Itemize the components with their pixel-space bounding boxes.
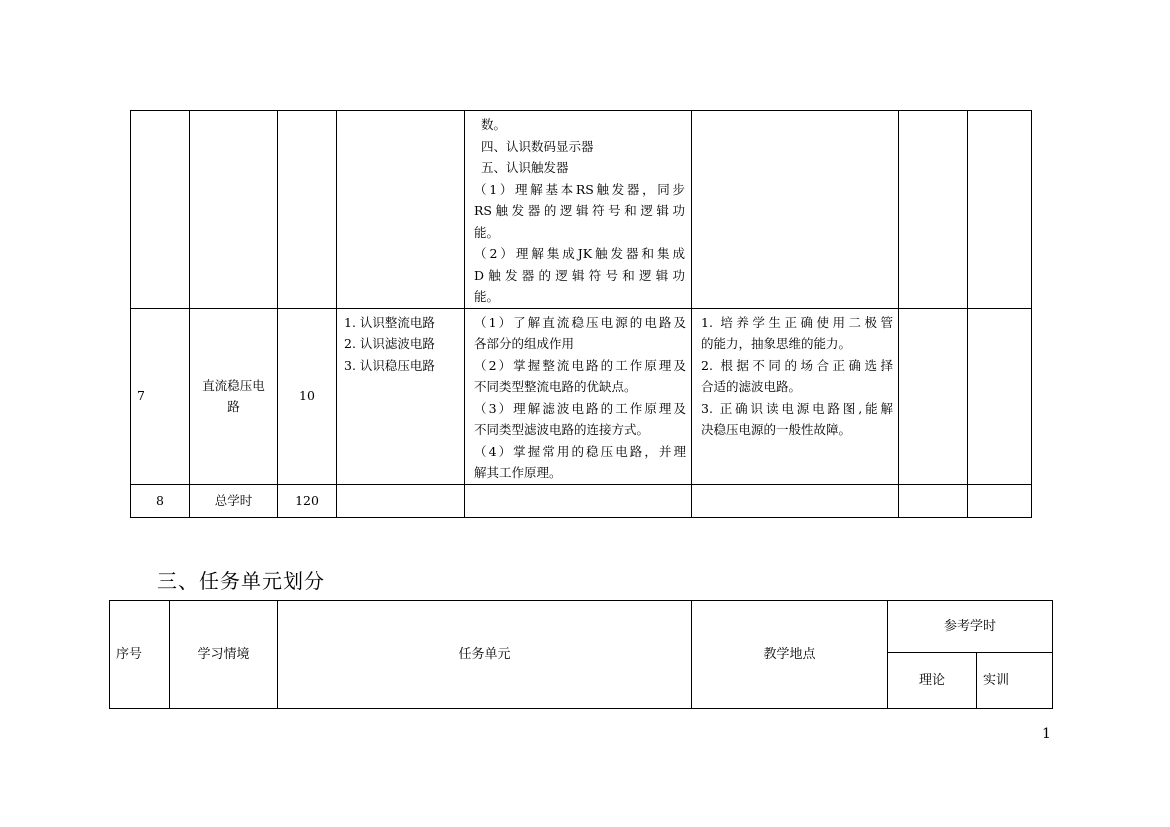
table-header-row bbox=[110, 601, 1053, 653]
knowledge-cell: （1）了解直流稳压电源的电路及 各部分的组成作用 （2）掌握整流电路的工作原理及 不同类型整流电路的优缺点。 （3）理解滤波电路的工作原理及 不同类型滤波电路的连接方式。 （4）掌握常用的稳压电路，并理 解其工作原理。 bbox=[465, 308, 692, 484]
header-index: 序号 bbox=[110, 601, 170, 709]
task-list: 1. 认识整流电路 2. 认识滤波电路 3. 认识稳压电路 bbox=[337, 308, 465, 484]
task-unit-table bbox=[109, 600, 1053, 709]
section-title: 三、任务单元划分 bbox=[157, 569, 325, 593]
header-ref-hours: 参考学时 bbox=[888, 601, 1053, 653]
page-number: 1 bbox=[1042, 726, 1051, 742]
course-content-table bbox=[130, 110, 1032, 518]
header-location: 教学地点 bbox=[692, 601, 888, 709]
header-practice: 实训 bbox=[977, 653, 1053, 709]
header-theory: 理论 bbox=[888, 653, 977, 709]
total-hours-value: 120 bbox=[278, 484, 337, 517]
header-task-unit: 任务单元 bbox=[278, 601, 692, 709]
row-index: 7 bbox=[131, 308, 190, 484]
row-index: 8 bbox=[131, 484, 190, 517]
table-row bbox=[131, 111, 1032, 309]
table-row bbox=[131, 308, 1032, 484]
module-name: 直流稳压电 路 bbox=[190, 308, 278, 484]
total-hours-label: 总学时 bbox=[190, 484, 278, 517]
knowledge-cell: 数。 四、认识数码显示器 五、认识触发器 （1）理解基本RS触发器，同步 RS触发器的逻辑符号和逻辑功 能。 （2）理解集成JK触发器和集成 D触发器的逻辑符号和逻辑功 能。 bbox=[465, 111, 692, 309]
header-context: 学习情境 bbox=[170, 601, 278, 709]
module-hours: 10 bbox=[278, 308, 337, 484]
table-row bbox=[131, 484, 1032, 517]
ability-cell: 1. 培养学生正确使用二极管 的能力，抽象思维的能力。 2. 根据不同的场合正确选择 合适的滤波电路。 3. 正确识读电源电路图,能解 决稳压电源的一般性故障。 bbox=[692, 308, 899, 484]
